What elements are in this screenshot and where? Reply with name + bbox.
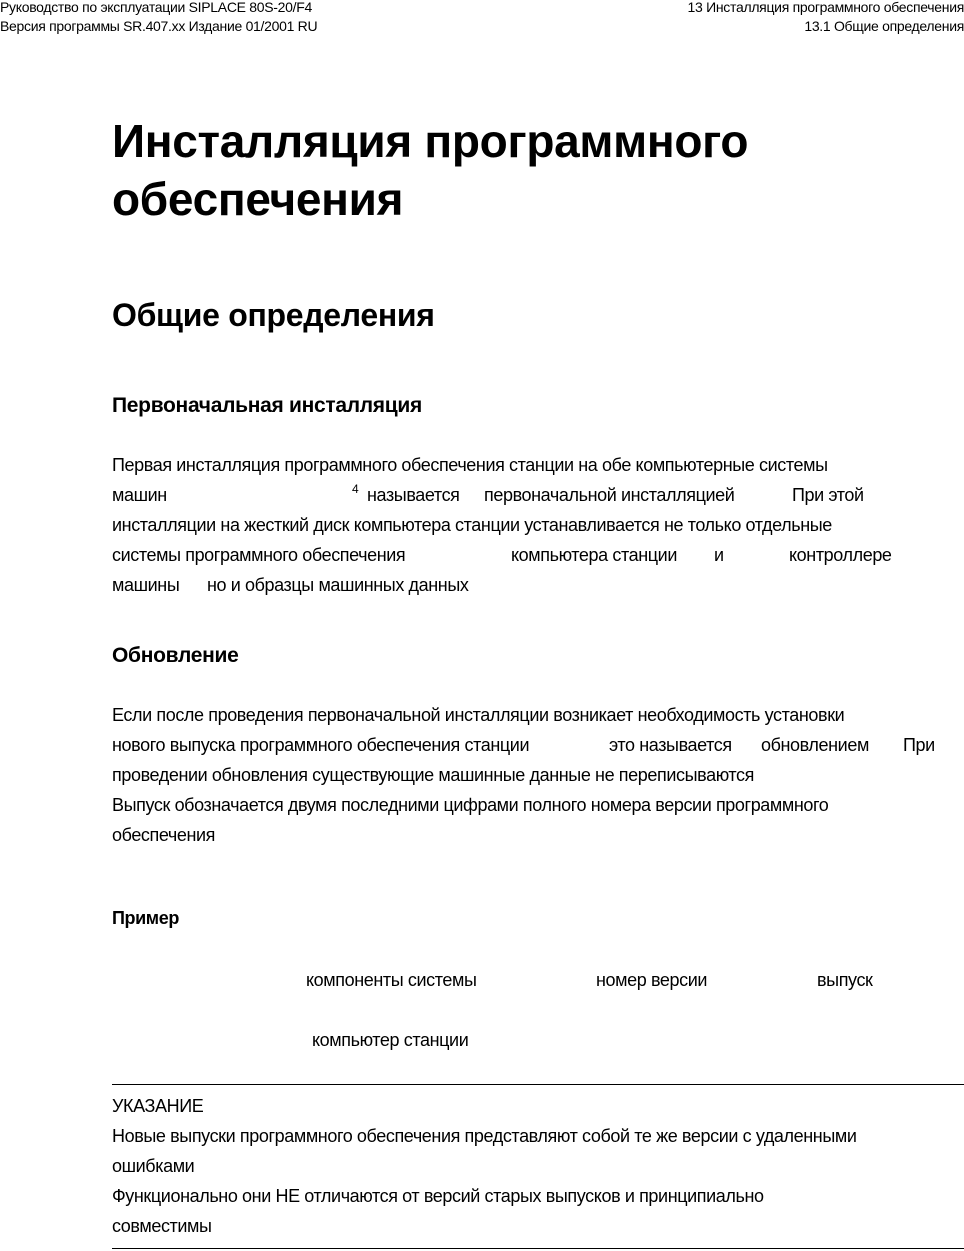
chapter-title-line2: обеспечения — [112, 173, 404, 225]
update-line-2-a: нового выпуска программного обеспечения станции — [112, 735, 530, 755]
example-heading: Пример — [112, 908, 179, 928]
footnote-marker: 4 — [352, 482, 359, 496]
header-version: Версия программы SR.407.xx Издание 01/2001 RU — [0, 18, 318, 34]
initial-install-line-2-e: При этой — [792, 485, 864, 505]
update-line-3: проведении обновления существующие машинные данные не переписываются — [112, 765, 754, 785]
header-chapter: 13 Инсталляция программного обеспечения — [687, 0, 964, 15]
update-line-5: обеспечения — [112, 825, 216, 845]
example-col-version: номер версии — [596, 970, 708, 990]
note-line-3: Функционально они НЕ отличаются от версий старых выпусков и принципиально — [112, 1186, 764, 1206]
update-heading: Обновление — [112, 644, 239, 667]
update-line-1: Если после проведения первоначальной инсталляции возникает необходимость установки — [112, 705, 845, 725]
initial-install-line-2-a: машин — [112, 485, 167, 505]
initial-install-line-2-c: называется — [367, 485, 460, 505]
note-line-4: совместимы — [112, 1216, 212, 1236]
example-col-components: компоненты системы — [306, 970, 477, 990]
initial-install-line-2-b — [352, 484, 358, 506]
update-line-2-c: обновлением — [761, 735, 869, 755]
initial-install-line-1: Первая инсталляция программного обеспечения станции на обе компьютерные системы — [112, 455, 828, 475]
initial-install-heading: Первоначальная инсталляция — [112, 394, 422, 417]
update-line-4: Выпуск обозначается двумя последними цифрами полного номера версии программного — [112, 795, 829, 815]
note-line-1: Новые выпуски программного обеспечения представляют собой те же версии с удаленными — [112, 1126, 857, 1146]
initial-install-line-4-a: системы программного обеспечения — [112, 545, 406, 565]
update-line-2-b: это называется — [609, 735, 732, 755]
initial-install-line-3: инсталляции на жесткий диск компьютера станции устанавливается не только отдельные — [112, 515, 832, 535]
initial-install-line-4-d: контроллере — [789, 545, 892, 565]
initial-install-line-4-b: компьютера станции — [511, 545, 677, 565]
initial-install-line-4-c: и — [714, 545, 724, 565]
initial-install-line-5-b: но и образцы машинных данных — [207, 575, 469, 595]
header-manual-title: Руководство по эксплуатации SIPLACE 80S-20/F4 — [0, 0, 312, 15]
update-line-2-d: При — [903, 735, 935, 755]
initial-install-line-2-d: первоначальной инсталляцией — [484, 485, 735, 505]
chapter-title-line1: Инсталляция программного — [112, 115, 749, 167]
initial-install-line-5-a: машины — [112, 575, 180, 595]
example-col-release: выпуск — [817, 970, 873, 990]
note-line-2: ошибками — [112, 1156, 195, 1176]
header-section: 13.1 Общие определения — [804, 18, 964, 34]
example-row-station-computer: компьютер станции — [312, 1030, 469, 1050]
note-bottom-rule — [112, 1248, 964, 1249]
section-title: Общие определения — [112, 297, 435, 333]
note-top-rule — [112, 1084, 964, 1085]
note-label: УКАЗАНИЕ — [112, 1096, 204, 1116]
